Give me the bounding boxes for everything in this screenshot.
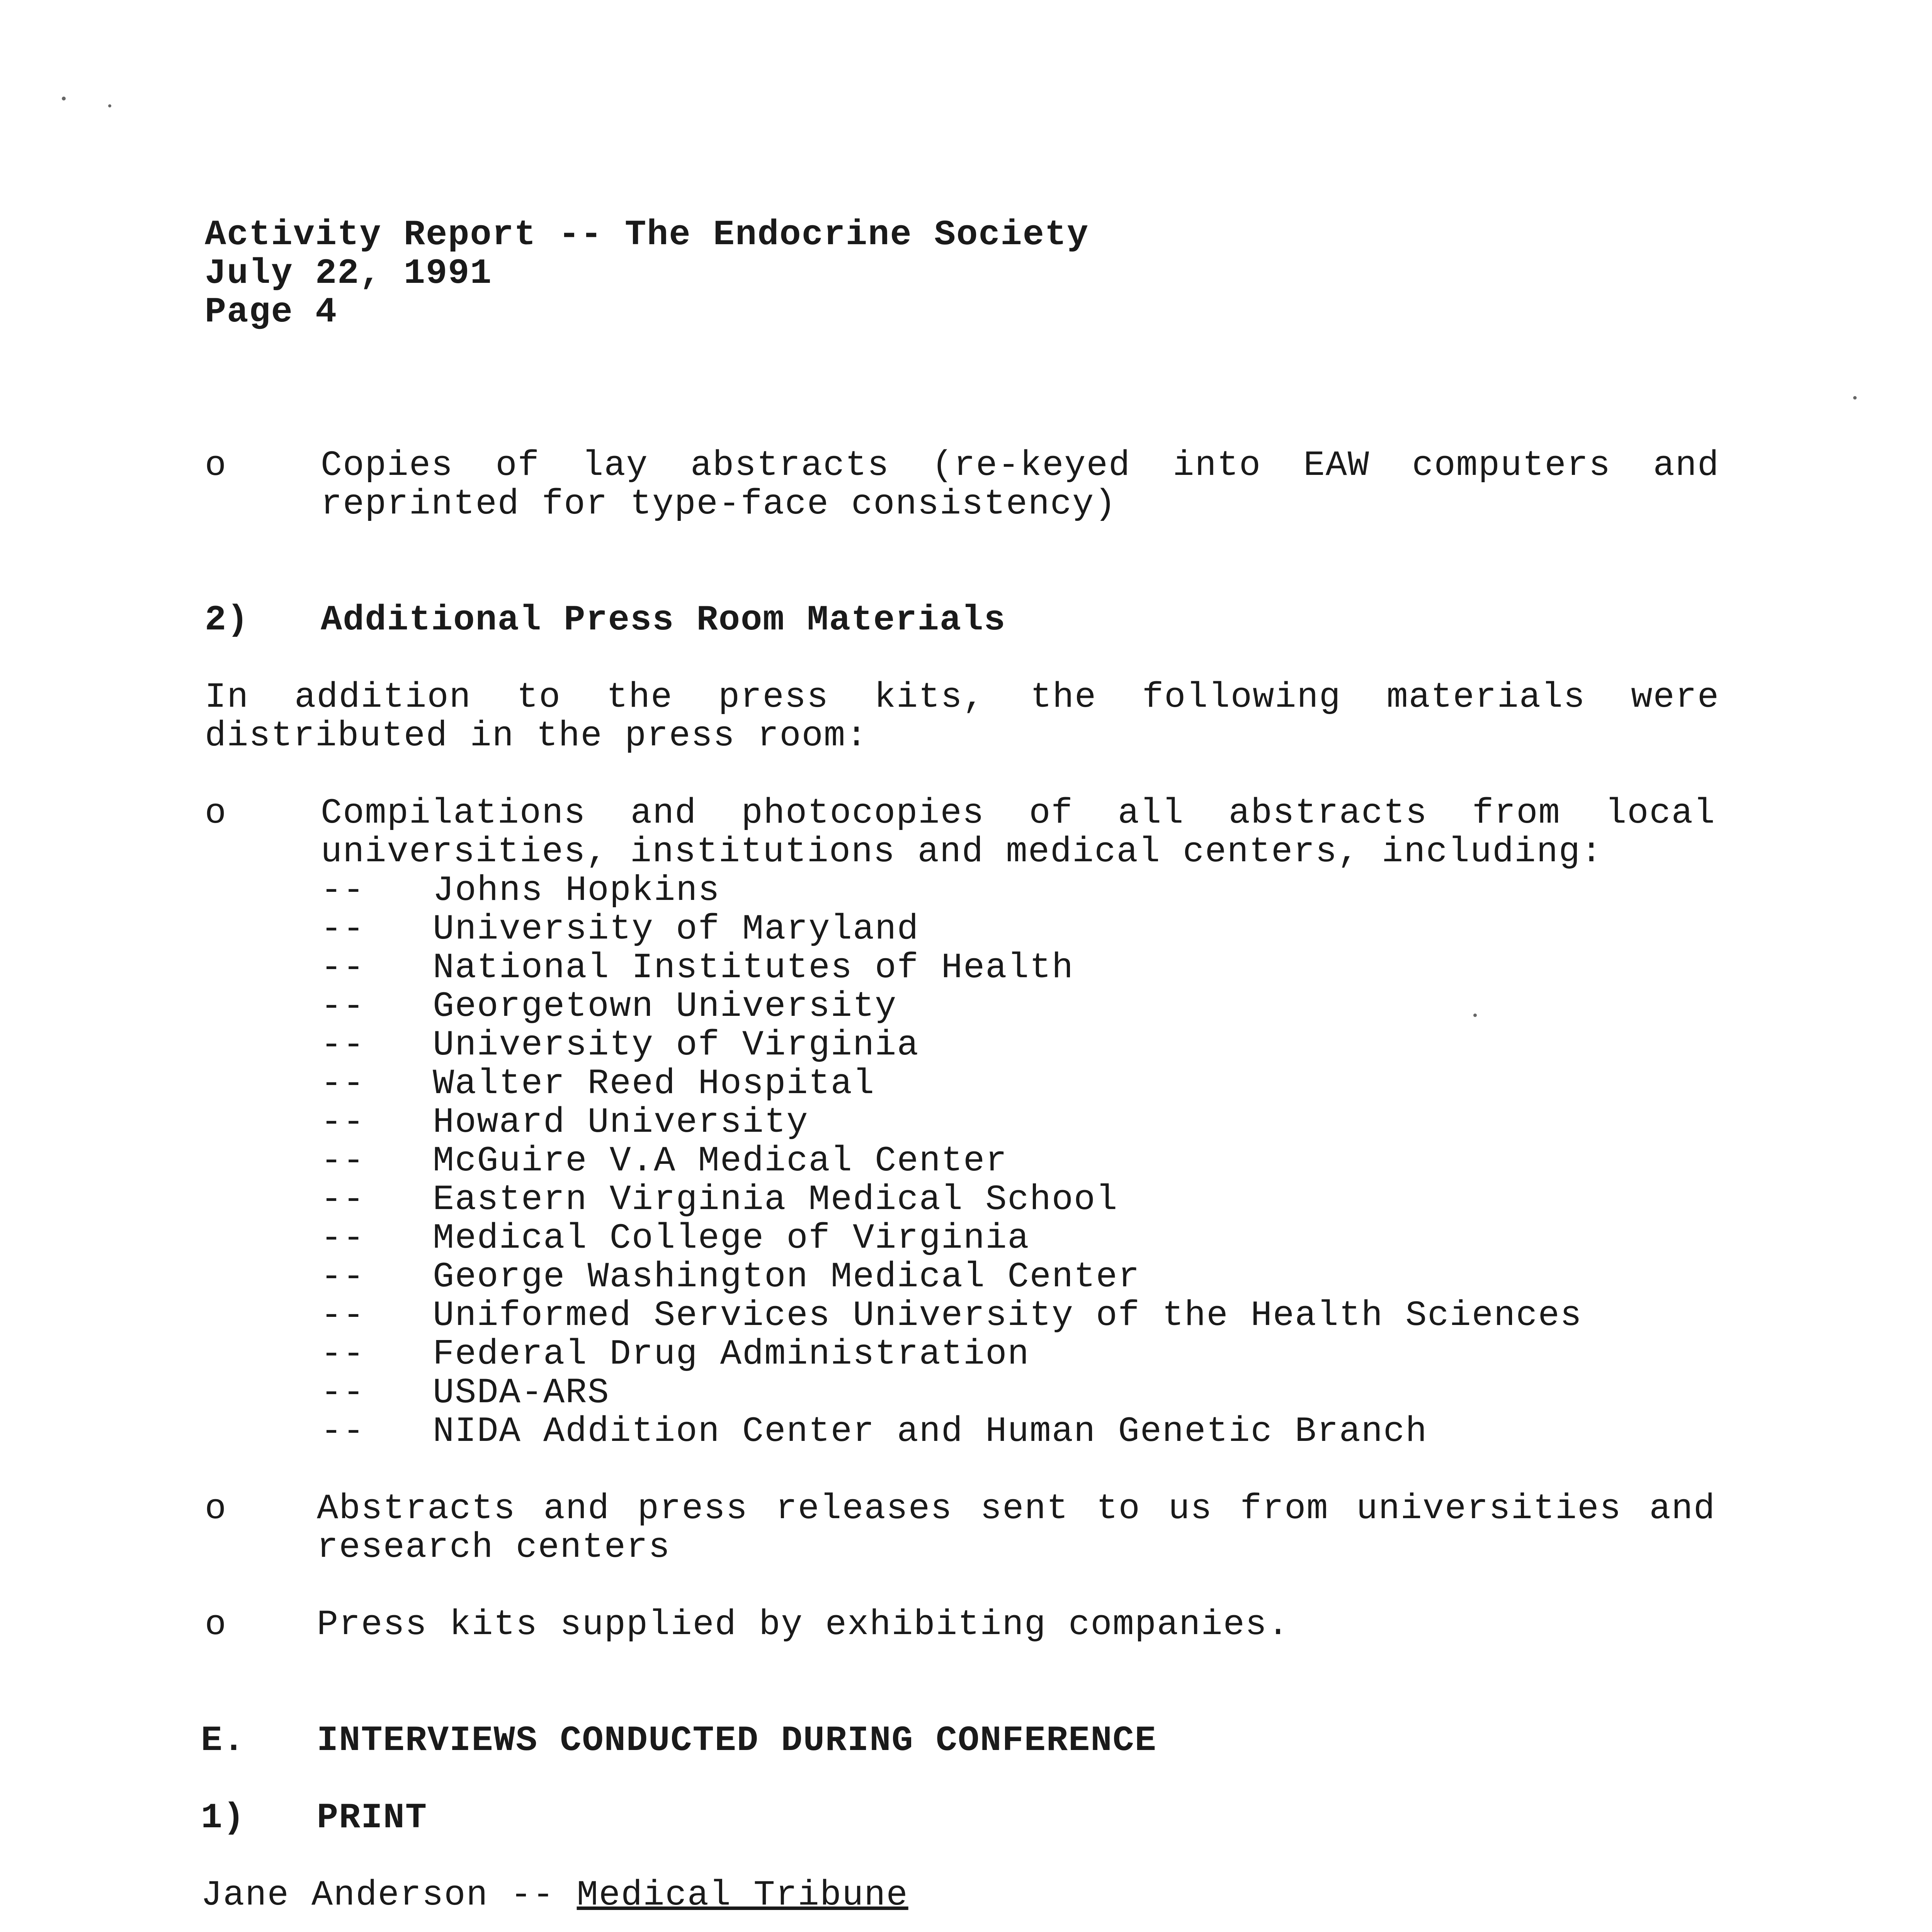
list-item: Uniformed Services University of the Health Sciences xyxy=(433,1295,1582,1336)
list-item: Johns Hopkins xyxy=(433,870,720,911)
section-letter: E. xyxy=(201,1720,245,1761)
list-item: Federal Drug Administration xyxy=(433,1334,1030,1374)
list-dash: -- xyxy=(321,870,365,911)
list-item: USDA-ARS xyxy=(433,1372,610,1413)
list-dash: -- xyxy=(321,1179,365,1220)
scan-speck xyxy=(1853,396,1857,400)
scan-speck xyxy=(1473,1014,1477,1017)
report-date: July 22, 1991 xyxy=(205,253,492,294)
list-dash: -- xyxy=(321,1295,365,1336)
interview-header xyxy=(201,1876,908,1915)
list-dash: -- xyxy=(321,1141,365,1181)
press-kits-text: Press kits supplied by exhibiting companies. xyxy=(317,1604,1290,1645)
list-dash: -- xyxy=(321,1411,365,1452)
list-item: Walter Reed Hospital xyxy=(433,1063,875,1104)
section-e-heading: INTERVIEWS CONDUCTED DURING CONFERENCE xyxy=(317,1720,1157,1761)
section-number: 2) xyxy=(205,600,249,640)
bullet-marker: o xyxy=(205,793,227,833)
publication-name: Medical Tribune xyxy=(577,1875,908,1915)
page-number: Page 4 xyxy=(205,292,338,332)
subsection-heading: PRINT xyxy=(317,1798,428,1838)
reporter-name: Jane Anderson -- xyxy=(201,1875,555,1915)
list-item: University of Maryland xyxy=(433,909,919,949)
abstracts-line-1: Abstracts and press releases sent to us from universities and xyxy=(317,1488,1716,1529)
list-dash: -- xyxy=(321,947,365,988)
list-item: McGuire V.A Medical Center xyxy=(433,1141,1008,1181)
bullet-marker: o xyxy=(205,1488,227,1529)
section-intro-line-1: In addition to the press kits, the following materials were xyxy=(205,677,1719,718)
list-dash: -- xyxy=(321,909,365,949)
list-dash: -- xyxy=(321,986,365,1027)
list-item: Howard University xyxy=(433,1102,809,1143)
section-intro-line-2: distributed in the press room: xyxy=(205,716,868,756)
list-item: National Institutes of Health xyxy=(433,947,1074,988)
list-dash: -- xyxy=(321,1063,365,1104)
abstracts-line-2: research centers xyxy=(317,1527,671,1568)
first-bullet-line-2: reprinted for type-face consistency) xyxy=(321,484,1117,524)
list-dash: -- xyxy=(321,1257,365,1297)
list-dash: -- xyxy=(321,1025,365,1065)
list-item: University of Virginia xyxy=(433,1025,919,1065)
scan-speck xyxy=(62,97,66,100)
first-bullet-line-1: Copies of lay abstracts (re-keyed into EAW computers and xyxy=(321,445,1719,486)
report-title: Activity Report -- The Endocrine Society xyxy=(205,214,1089,255)
compilations-line-2: universities, institutions and medical centers, including: xyxy=(321,832,1603,872)
list-item: Georgetown University xyxy=(433,986,897,1027)
list-item: Medical College of Virginia xyxy=(433,1218,1030,1259)
list-dash: -- xyxy=(321,1102,365,1143)
list-item: George Washington Medical Center xyxy=(433,1257,1140,1297)
bullet-marker: o xyxy=(205,1604,227,1645)
list-item: Eastern Virginia Medical School xyxy=(433,1179,1118,1220)
list-dash: -- xyxy=(321,1218,365,1259)
list-item: NIDA Addition Center and Human Genetic Branch xyxy=(433,1411,1428,1452)
list-dash: -- xyxy=(321,1334,365,1374)
list-dash: -- xyxy=(321,1372,365,1413)
scan-speck xyxy=(108,104,111,107)
section-heading: Additional Press Room Materials xyxy=(321,600,1006,640)
compilations-line-1: Compilations and photocopies of all abstracts from local xyxy=(321,793,1716,833)
subsection-number: 1) xyxy=(201,1798,245,1838)
bullet-marker: o xyxy=(205,445,227,486)
